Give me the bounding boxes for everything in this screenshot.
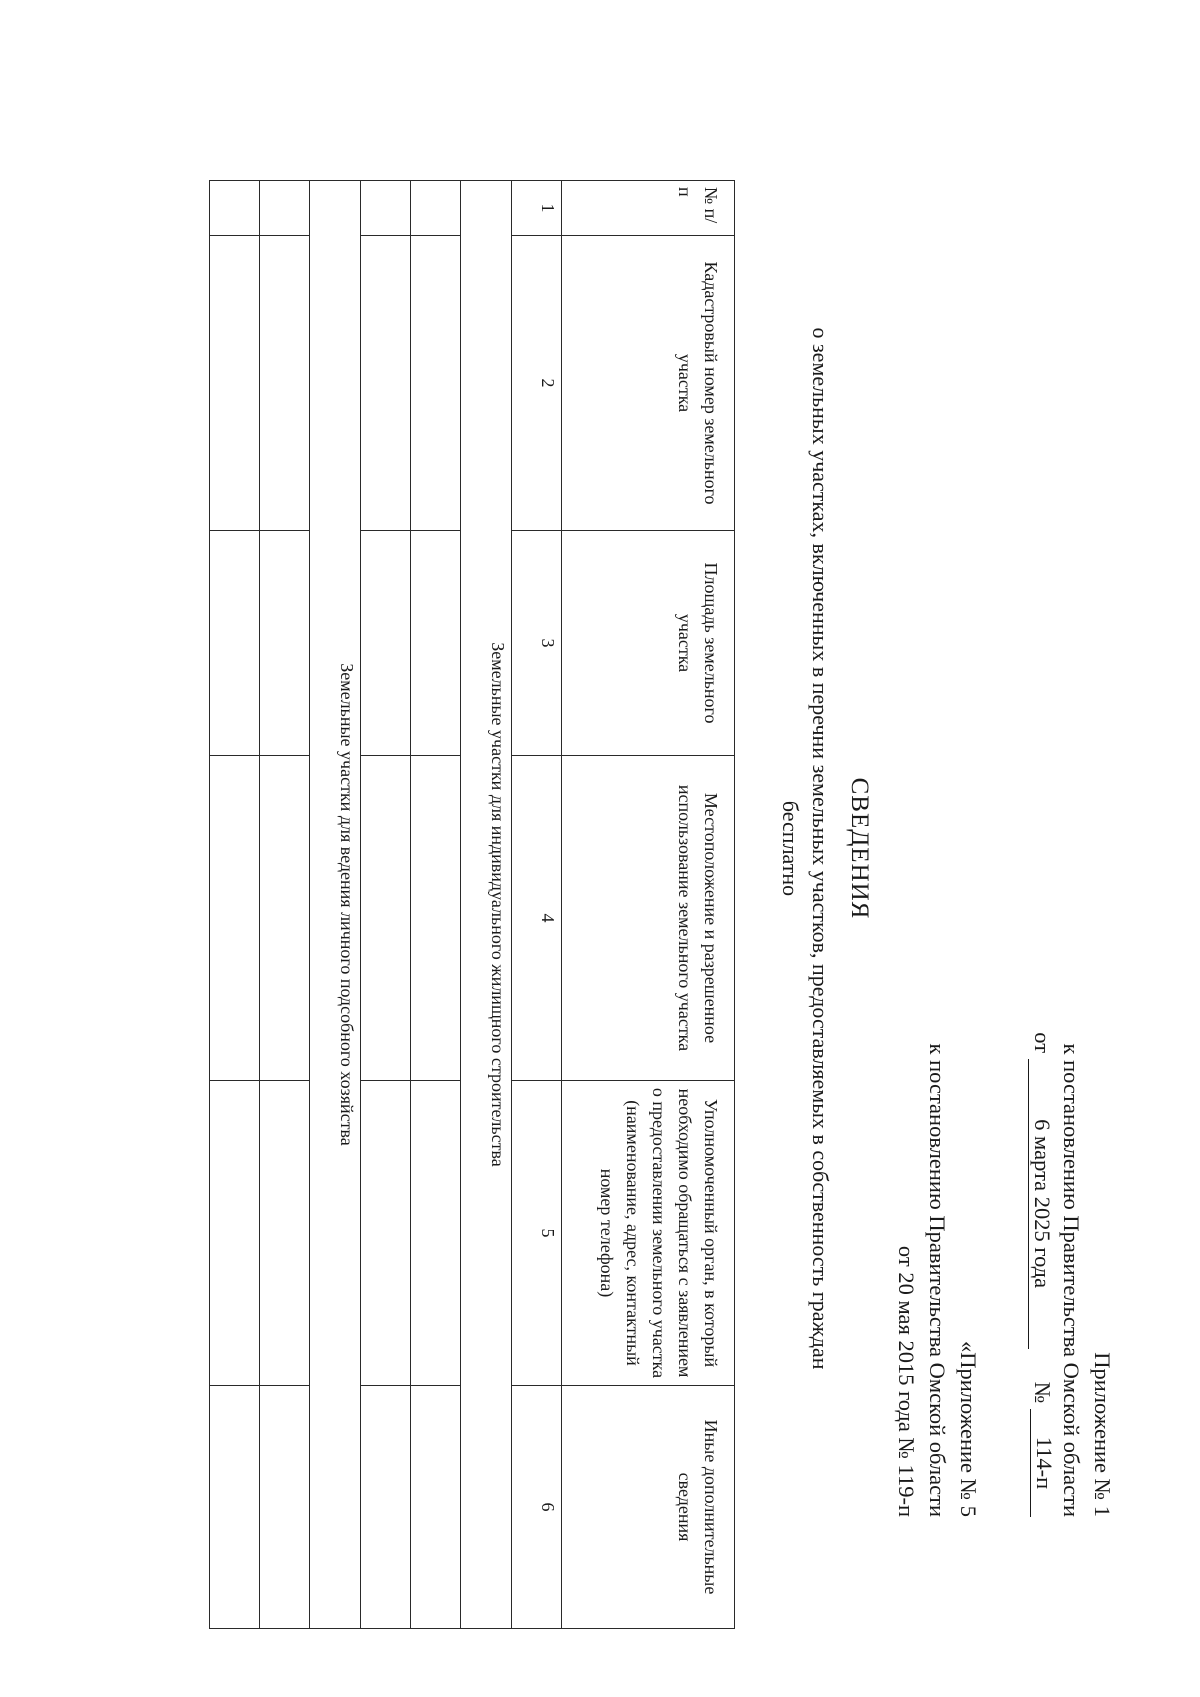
date-field: 6 марта 2025 года [1028, 1059, 1054, 1349]
col-header-number: № п/п [562, 181, 735, 236]
col-header-other: Иные дополнительные сведения [562, 1386, 735, 1629]
table-cell [260, 1386, 310, 1629]
prev-appendix-to-line: к постановлению Правительства Омской области [925, 1043, 950, 1517]
col-header-area: Площадь земельного участка [562, 531, 735, 756]
col-header-location: Местоположение и разрешенное использование земельного участка [562, 756, 735, 1081]
table-cell [260, 1081, 310, 1386]
prev-appendix-date-line: от 20 мая 2015 года № 119-п [894, 1245, 919, 1517]
section-row [310, 181, 361, 1629]
table-cell [411, 531, 461, 756]
document-subtitle [775, 0, 835, 1697]
table-cell [411, 756, 461, 1081]
col-number: 6 [512, 1386, 562, 1629]
col-header-cadastral: Кадастровый номер земельного участка [562, 236, 735, 531]
table-cell [411, 236, 461, 531]
table-row [361, 181, 411, 1629]
col-number: 4 [512, 756, 562, 1081]
number-prefix: № [1030, 1381, 1055, 1404]
table-cell [411, 1386, 461, 1629]
table-cell [411, 181, 461, 236]
prev-appendix-title: «Приложение № 5 [956, 1341, 981, 1517]
table-cell [210, 236, 260, 531]
table-cell [260, 531, 310, 756]
section-row [461, 181, 512, 1629]
col-header-authority: Уполномоченный орган, в который необходимо обращаться с заявлением о предоставлении земельного участка (наименование, адрес, контактный номер телефона) [562, 1081, 735, 1386]
col-number: 2 [512, 236, 562, 531]
table-cell [361, 1386, 411, 1629]
subtitle-line-2: бесплатно [778, 800, 803, 897]
section-title-lph: Земельные участки для ведения личного подсобного хозяйства [310, 181, 361, 1629]
table-cell [260, 756, 310, 1081]
table-cell [210, 181, 260, 236]
table-cell [361, 236, 411, 531]
table-cell [361, 181, 411, 236]
date-prefix: от [1030, 1032, 1055, 1054]
table-row [260, 181, 310, 1629]
table-cell [260, 236, 310, 531]
number-field: 114-п [1030, 1409, 1056, 1517]
table-cell [411, 1081, 461, 1386]
header-row [562, 181, 735, 1629]
land-plots-table [209, 180, 735, 1629]
table-cell [260, 181, 310, 236]
appendix-to-line: к постановлению Правительства Омской области [1059, 1043, 1084, 1517]
table-cell [210, 1386, 260, 1629]
col-number: 1 [512, 181, 562, 236]
col-number: 3 [512, 531, 562, 756]
section-title-ihc: Земельные участки для индивидуального жилищного строительства [461, 181, 512, 1629]
appendix-title: Приложение № 1 [1090, 1352, 1115, 1517]
document-heading: СВЕДЕНИЯ [846, 777, 873, 920]
table-row [411, 181, 461, 1629]
appendix-date-line [1027, 1032, 1058, 1517]
table-cell [361, 1081, 411, 1386]
table-cell [361, 756, 411, 1081]
column-number-row [512, 181, 562, 1629]
table-cell [361, 531, 411, 756]
table-row [210, 181, 260, 1629]
table-cell [210, 756, 260, 1081]
col-number: 5 [512, 1081, 562, 1386]
table-cell [210, 1081, 260, 1386]
table-cell [210, 531, 260, 756]
subtitle-line-1: о земельных участках, включенных в перечни земельных участков, предоставляемых в собственность граждан [808, 327, 833, 1370]
